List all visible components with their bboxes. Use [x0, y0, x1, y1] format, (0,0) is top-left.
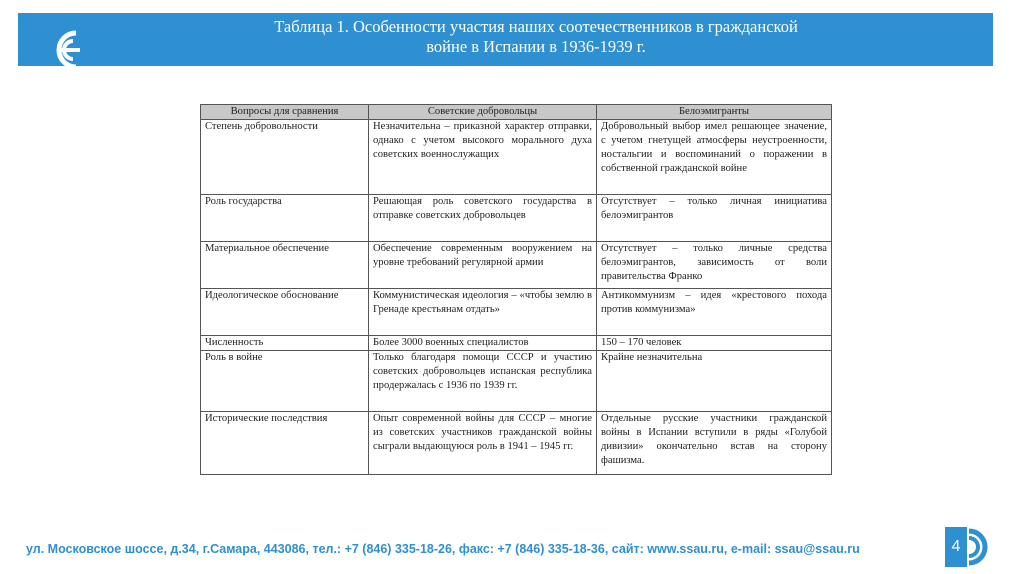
table-row: [201, 351, 832, 412]
table-row: [201, 336, 832, 351]
title-line-1: Таблица 1. Особенности участия наших соотечественников в гражданской: [274, 17, 798, 36]
column-header: Вопросы для сравнения: [201, 105, 369, 120]
table-header-row: [201, 105, 832, 120]
table-cell: Идеологическое обоснование: [201, 289, 369, 336]
page-number: 4: [945, 527, 967, 567]
table-cell: Обеспечение современным вооружением на уровне требований регулярной армии: [369, 242, 597, 289]
table-cell: Отсутствует – только личная инициатива белоэмигрантов: [597, 195, 832, 242]
table-cell: Материальное обеспечение: [201, 242, 369, 289]
table-cell: Более 3000 военных специалистов: [369, 336, 597, 351]
ssau-d-logo-icon: [967, 527, 995, 567]
table-cell: Антикоммунизм – идея «крестового похода против коммунизма»: [597, 289, 832, 336]
table-row: [201, 242, 832, 289]
ssau-logo-icon: [46, 27, 88, 73]
table-cell: Степень добровольности: [201, 120, 369, 195]
table-cell: 150 – 170 человек: [597, 336, 832, 351]
table-cell: Исторические последствия: [201, 412, 369, 475]
table-cell: Отсутствует – только личные средства белоэмигрантов, зависимость от воли правительства Франко: [597, 242, 832, 289]
column-header: Советские добровольцы: [369, 105, 597, 120]
comparison-table-container: [200, 104, 831, 475]
footer-contacts: ул. Московское шоссе, д.34, г.Самара, 443086, тел.: +7 (846) 335-18-26, факс: +7 (846) 335-18-36, сайт: www.ssau.ru, e-mail: ssau@ssau.ru: [26, 542, 860, 556]
table-cell: Отдельные русские участники гражданской войны в Испании вступили в ряды «Голубой дивизии» окончательно встав на сторону фашизма.: [597, 412, 832, 475]
comparison-table: [200, 104, 832, 475]
title-banner: [18, 13, 993, 66]
table-cell: Только благодаря помощи СССР и участию советских добровольцев испанская республика продержалась с 1936 по 1939 гг.: [369, 351, 597, 412]
table-cell: Коммунистическая идеология – «чтобы землю в Гренаде крестьянам отдать»: [369, 289, 597, 336]
table-cell: Опыт современной войны для СССР – многие из советских участников гражданской войны сыграли выдающуюся роль в 1941 – 1945 гг.: [369, 412, 597, 475]
table-cell: Роль государства: [201, 195, 369, 242]
table-row: [201, 412, 832, 475]
table-row: [201, 289, 832, 336]
page-title: [216, 17, 856, 57]
table-row: [201, 195, 832, 242]
table-cell: Незначительна – приказной характер отправки, однако с учетом высокого морального духа советских военнослужащих: [369, 120, 597, 195]
column-header: Белоэмигранты: [597, 105, 832, 120]
title-line-2: войне в Испании в 1936-1939 г.: [426, 37, 646, 56]
table-cell: Добровольный выбор имел решающее значение, с учетом гнетущей атмосферы неустроенности, ностальгии и воспоминаний о поражении в собственной гражданской войне: [597, 120, 832, 195]
table-row: [201, 120, 832, 195]
table-cell: Решающая роль советского государства в отправке советских добровольцев: [369, 195, 597, 242]
table-cell: Численность: [201, 336, 369, 351]
table-cell: Крайне незначительна: [597, 351, 832, 412]
table-cell: Роль в войне: [201, 351, 369, 412]
